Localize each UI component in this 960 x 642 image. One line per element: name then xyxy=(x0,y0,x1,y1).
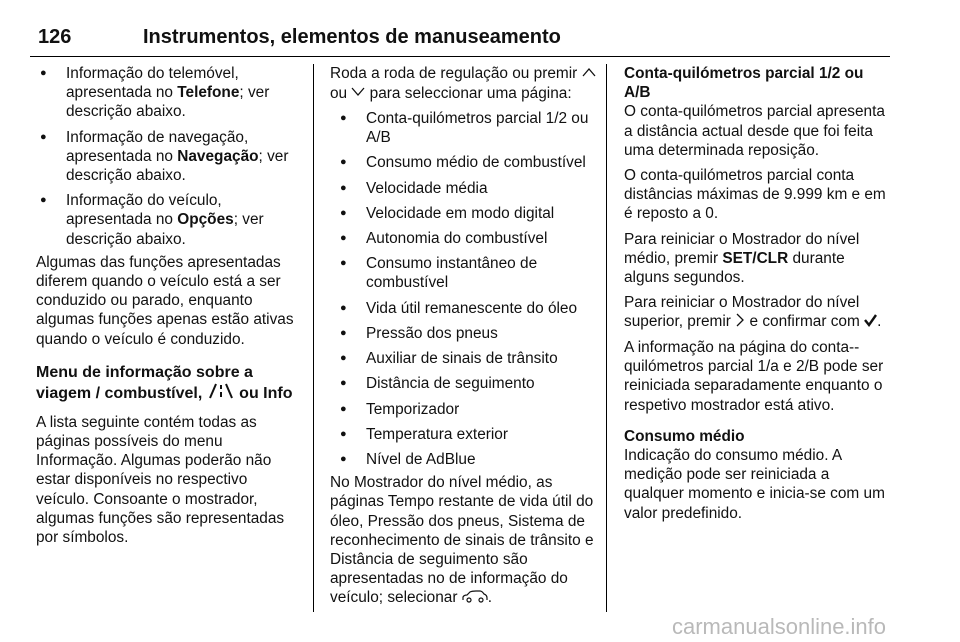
list-item: ● Autonomia do combustível xyxy=(336,229,598,248)
watermark: carmanualsonline.info xyxy=(672,614,887,639)
list-item: ● Consumo instantâneo de combustível xyxy=(336,254,598,292)
road-icon xyxy=(207,383,235,405)
chevron-right-icon xyxy=(735,313,745,332)
keyword: Telefone xyxy=(177,84,240,102)
paragraph: A lista seguinte contém todas as páginas possíveis do menu Informação. Algumas poderão não estar disponíveis no respectivo veículo. Consoante o mostrador, algumas funções são representadas por símbolos. xyxy=(36,413,285,547)
section-heading: Consumo médio xyxy=(624,427,745,445)
paragraph: Para reiniciar o Mostrador do nível médio, premir SET/CLR durante alguns segundos. xyxy=(624,230,860,287)
list-item: ● Consumo médio de combustível xyxy=(336,153,598,172)
chevron-down-icon xyxy=(351,84,365,103)
paragraph: A informação na página do conta--quilómetros parcial 1/a e 2/B pode ser reiniciada separadamente enquanto o respetivo mostrador está ativo. xyxy=(624,338,884,414)
paragraph: Para reiniciar o Mostrador do nível superior, premir e confirmar com . xyxy=(624,294,882,331)
column-divider xyxy=(606,64,607,612)
list-item: ● Informação do telemóvel, apresentada no Telefone; ver descrição abaixo. xyxy=(36,64,304,122)
keyword: SET/CLR xyxy=(722,249,789,267)
section-heading: Conta-quilómetros parcial 1/2 ou A/B xyxy=(624,65,864,102)
car-icon xyxy=(462,589,488,608)
paragraph: No Mostrador do nível médio, as páginas Tempo restante de vida útil do óleo, Pressão dos pneus, Sistema de reconhecimento de sinais de trânsito e Distância de seguimento são apresentadas no de informação do veículo; selecionar . xyxy=(330,474,594,607)
paragraph: O conta-quilómetros parcial apresenta a distância actual desde que foi feita uma determinada reposição. xyxy=(624,103,885,159)
list-item: ● Temporizador xyxy=(336,400,598,419)
list-item: ● Conta-quilómetros parcial 1/2 ou A/B xyxy=(336,109,598,147)
page-title: Instrumentos, elementos de manuseamento xyxy=(143,26,561,48)
section-heading: Menu de informação sobre a viagem / combustível, ou Info xyxy=(36,363,304,405)
list-item: ● Pressão dos pneus xyxy=(336,324,598,343)
paragraph: Algumas das funções apresentadas diferem quando o veículo está a ser conduzido ou parado, enquanto algumas funções apenas estão ativas quando o veículo é conduzido. xyxy=(36,253,294,348)
keyword: Opções xyxy=(177,211,234,229)
checkmark-icon xyxy=(864,313,877,332)
page-bullet-list xyxy=(336,109,598,469)
list-item: ● Informação do veículo, apresentada no Opções; ver descrição abaixo. xyxy=(36,191,304,249)
column-left xyxy=(36,64,304,553)
page-number: 126 xyxy=(38,26,72,48)
keyword: Navegação xyxy=(177,147,259,165)
paragraph: O conta-quilómetros parcial conta distâncias máximas de 9.999 km e em é reposto a 0. xyxy=(624,167,886,223)
chevron-up-icon xyxy=(582,64,596,83)
column-right xyxy=(624,64,886,529)
list-item: ● Nível de AdBlue xyxy=(336,450,598,469)
info-bullet-list xyxy=(36,64,304,249)
column-divider xyxy=(313,64,314,612)
list-item: ● Velocidade média xyxy=(336,179,598,198)
paragraph: Roda a roda de regulação ou premir ou para seleccionar uma página: xyxy=(330,64,598,103)
list-item: ● Temperatura exterior xyxy=(336,425,598,444)
list-item: ● Vida útil remanescente do óleo xyxy=(336,299,598,318)
page-header xyxy=(30,26,890,57)
column-middle xyxy=(330,64,598,614)
list-item: ● Velocidade em modo digital xyxy=(336,204,598,223)
list-item: ● Auxiliar de sinais de trânsito xyxy=(336,349,598,368)
list-item: ● Distância de seguimento xyxy=(336,374,598,393)
list-item: ● Informação de navegação, apresentada no Navegação; ver descrição abaixo. xyxy=(36,128,304,186)
paragraph: Indicação do consumo médio. A medição pode ser reiniciada a qualquer momento e inicia-se com um valor predefinido. xyxy=(624,446,885,522)
